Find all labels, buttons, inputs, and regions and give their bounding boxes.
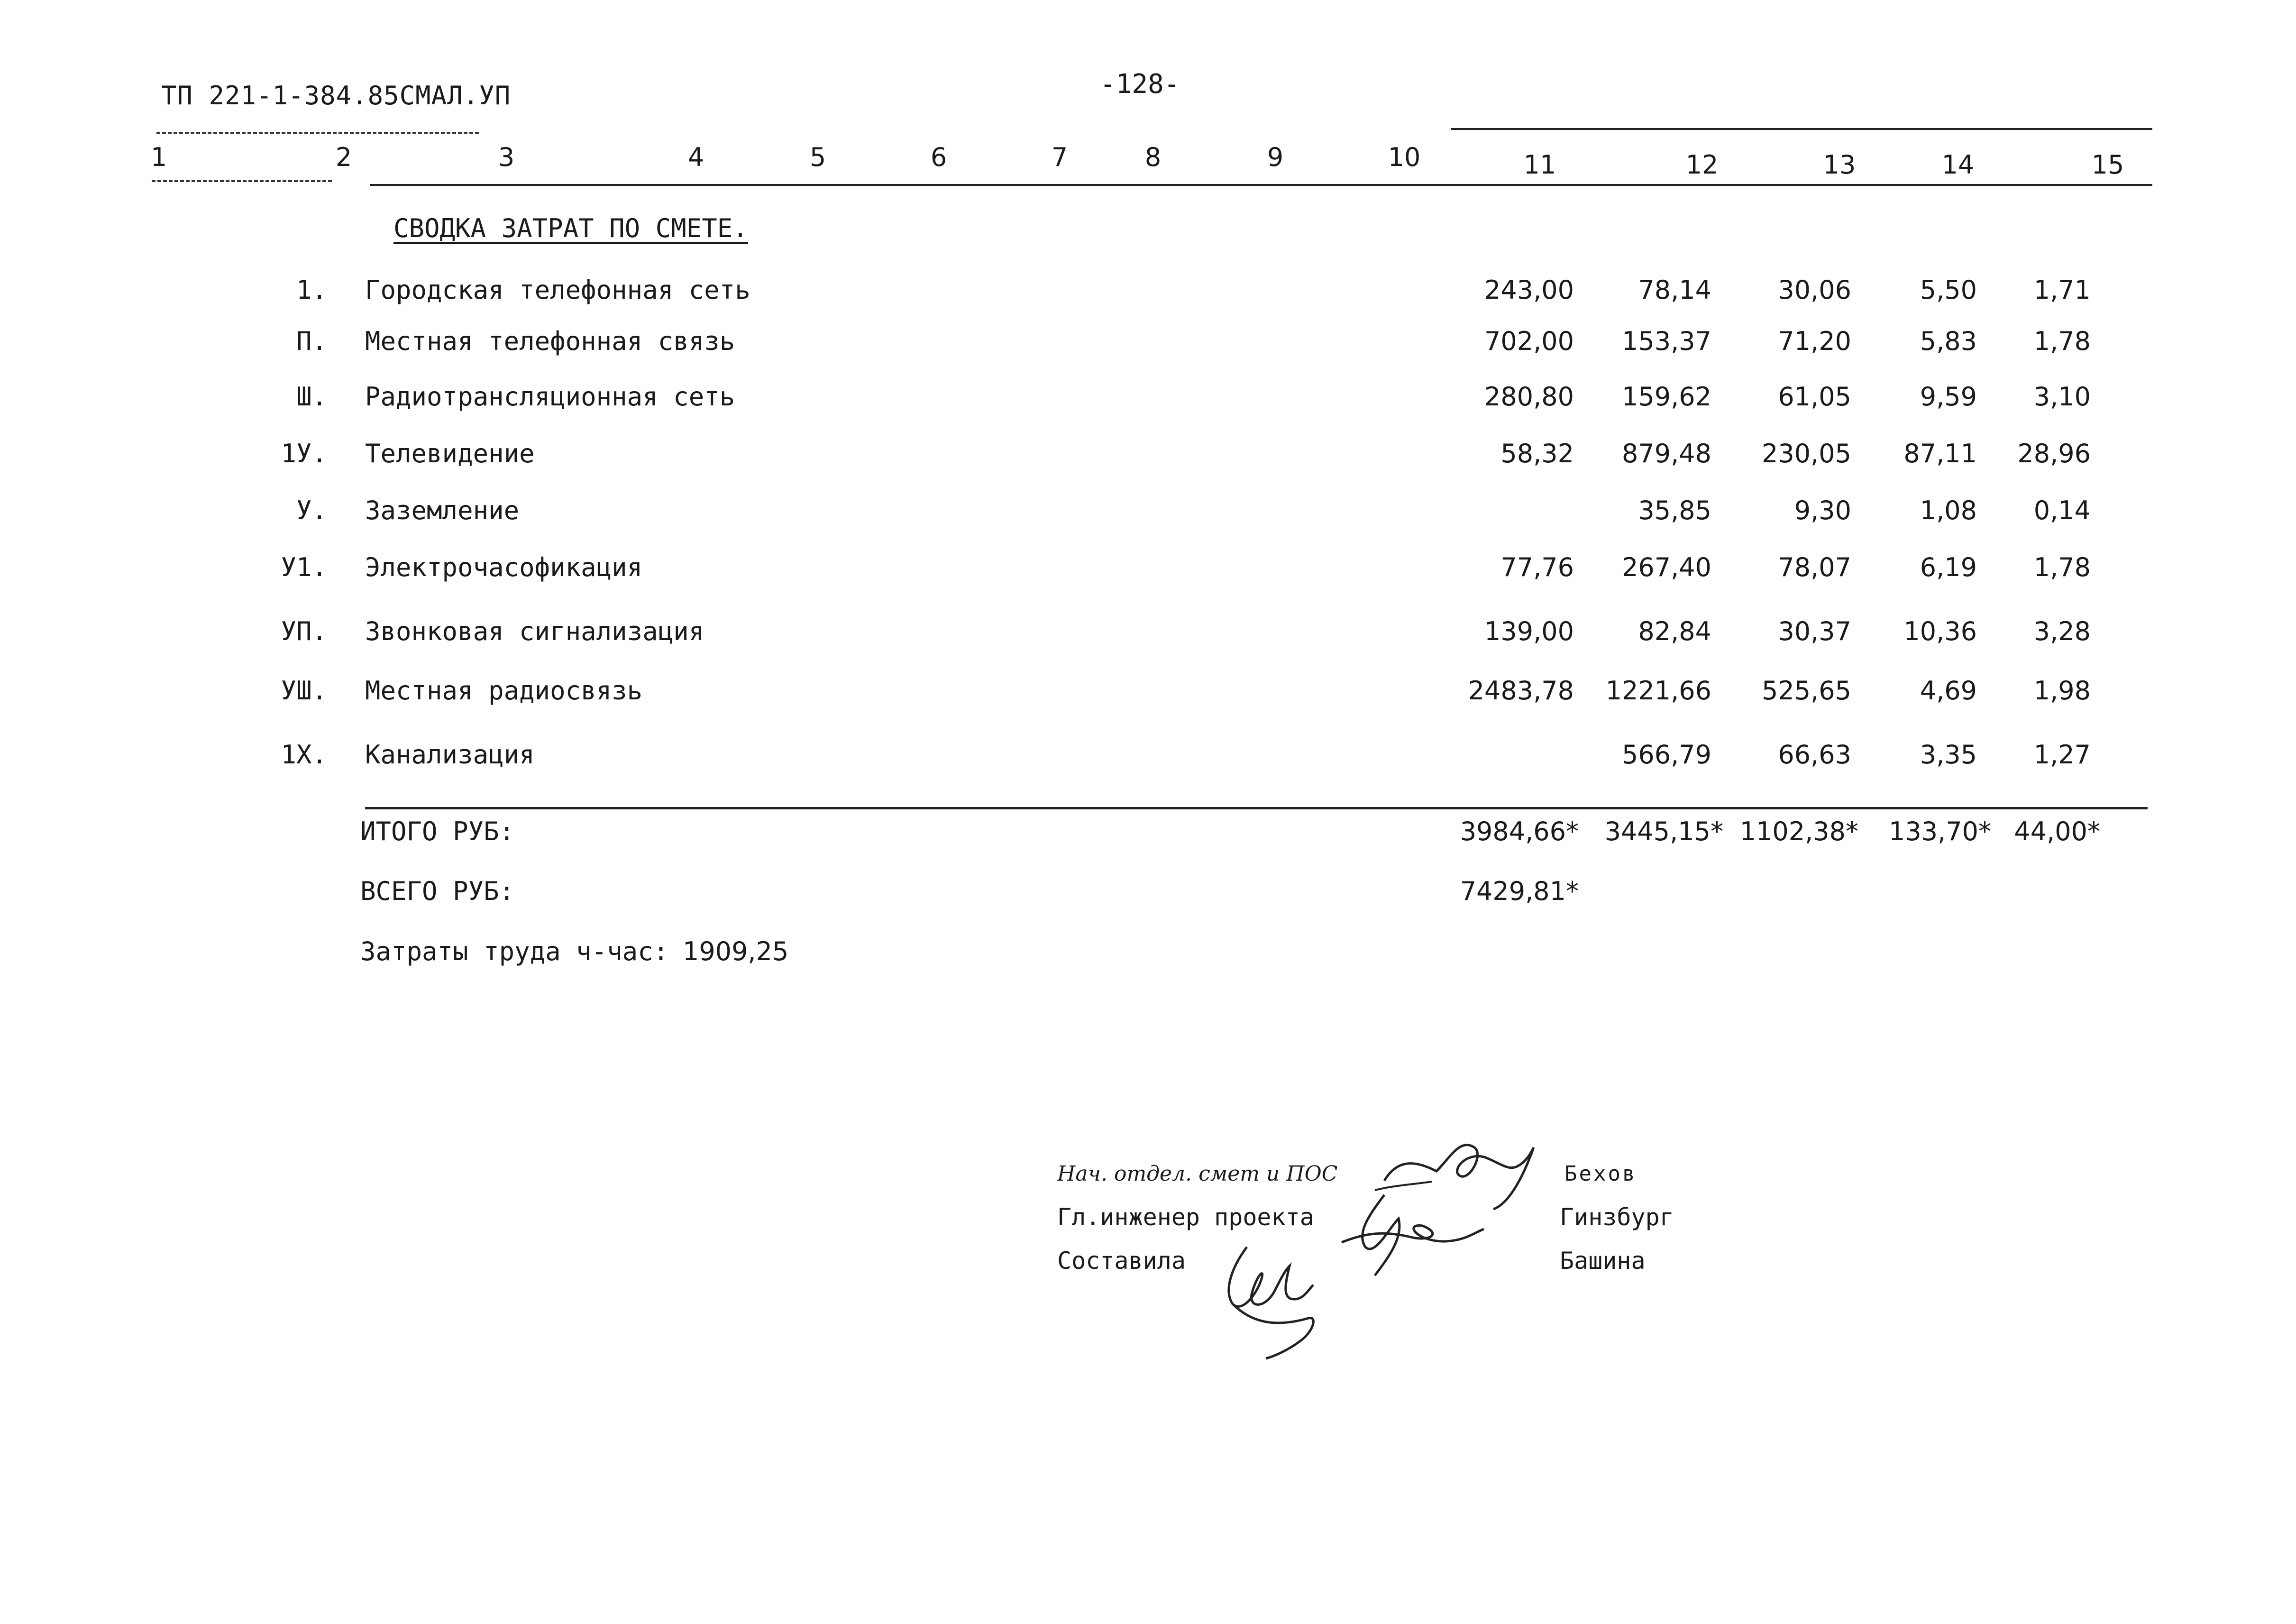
cell-col-13: 30,37 [1778, 616, 1851, 646]
row-name: Заземление [365, 495, 520, 525]
totals-rule [365, 807, 2148, 809]
column-number: 3 [498, 142, 515, 172]
cell-col-12: 267,40 [1622, 552, 1711, 582]
table-row [0, 382, 2296, 420]
row-number: Ш. [296, 382, 327, 412]
cell-col-11: 243,00 [1484, 275, 1574, 305]
signature-ginzburg [1327, 1185, 1527, 1280]
cell-col-14: 1,08 [1920, 495, 1977, 525]
signatory-role: Составила [1057, 1247, 1186, 1275]
cell-col-13: 61,05 [1778, 382, 1851, 412]
section-title: СВОДКА ЗАТРАТ ПО СМЕТЕ. [393, 213, 748, 243]
column-number: 8 [1144, 142, 1162, 172]
cell-col-11: 280,80 [1484, 382, 1574, 412]
cell-col-14: 9,59 [1920, 382, 1977, 412]
cell-col-12: 566,79 [1622, 740, 1711, 770]
labour-row [0, 936, 2296, 974]
cell-col-15: 28,96 [2017, 439, 2091, 468]
signatory-role: Гл.инженер проекта [1057, 1203, 1314, 1231]
cell-col-15: 0,14 [2033, 495, 2091, 525]
table-row [0, 552, 2296, 590]
cell-col-13: 66,63 [1778, 740, 1851, 770]
cell-col-13: 71,20 [1778, 326, 1851, 356]
column-number: 15 [2091, 150, 2124, 180]
itogo-label: ИТОГО РУБ: [360, 817, 515, 846]
column-number: 1 [150, 142, 167, 172]
row-name: Местная радиосвязь [365, 676, 643, 706]
labour-label: Затраты труда ч-час: [360, 936, 669, 966]
cell-col-11: 77,76 [1500, 552, 1574, 582]
column-number-header [0, 142, 2296, 180]
cell-col-12: 82,84 [1638, 616, 1711, 646]
signatory-role: Нач. отдел. смет и ПОС [1057, 1162, 1338, 1186]
cell-col-15: 1,78 [2033, 326, 2091, 356]
table-row [0, 326, 2296, 364]
cell-col-15: 1,27 [2033, 740, 2091, 770]
cell-col-13: 30,06 [1778, 275, 1851, 305]
itogo-col-13: 1102,38* [1739, 817, 1858, 846]
column-number: 10 [1388, 142, 1421, 172]
row-number: У. [296, 495, 327, 525]
column-number: 13 [1823, 150, 1856, 180]
cell-col-14: 6,19 [1920, 552, 1977, 582]
cell-col-12: 879,48 [1622, 439, 1711, 468]
cell-col-15: 1,71 [2033, 275, 2091, 305]
row-number: УП. [281, 616, 327, 646]
table-row [0, 495, 2296, 533]
totals-row [0, 817, 2296, 854]
cell-col-15: 3,28 [2033, 616, 2091, 646]
cell-col-11: 702,00 [1484, 326, 1574, 356]
cell-col-15: 1,78 [2033, 552, 2091, 582]
itogo-col-15: 44,00* [2014, 817, 2100, 846]
page-number: -128- [1100, 69, 1180, 100]
row-name: Звонковая сигнализация [365, 616, 704, 646]
cell-col-13: 9,30 [1794, 495, 1851, 525]
column-number: 12 [1685, 150, 1719, 180]
column-number: 4 [687, 142, 704, 172]
column-number: 2 [335, 142, 352, 172]
row-number: У1. [281, 552, 327, 582]
cell-col-14: 87,11 [1903, 439, 1977, 468]
vsego-label: ВСЕГО РУБ: [360, 876, 515, 906]
itogo-col-12: 3445,15* [1604, 817, 1723, 846]
row-number: 1. [296, 275, 327, 305]
column-number: 7 [1051, 142, 1068, 172]
header-dashed-rule-left [156, 132, 479, 134]
cell-col-12: 35,85 [1638, 495, 1711, 525]
document-code: ТП 221-1-384.85СМАЛ.УП [161, 81, 511, 110]
table-row [0, 275, 2296, 313]
cell-col-15: 1,98 [2033, 676, 2091, 706]
labour-value: 1909,25 [683, 936, 789, 966]
row-number: П. [296, 326, 327, 356]
signatory-name: Гинзбург [1560, 1203, 1674, 1231]
column-number: 14 [1941, 150, 1975, 180]
cell-col-11: 2483,78 [1468, 676, 1574, 706]
cell-col-14: 4,69 [1920, 676, 1977, 706]
cell-col-12: 1221,66 [1605, 676, 1711, 706]
itogo-col-11: 3984,66* [1460, 817, 1579, 846]
table-row [0, 676, 2296, 714]
cell-col-12: 78,14 [1638, 275, 1711, 305]
vsego-value: 7429,81* [1460, 876, 1579, 906]
row-name: Радиотрансляционная сеть [365, 382, 735, 412]
cell-col-15: 3,10 [2033, 382, 2091, 412]
header-rule-right [1451, 128, 2152, 130]
cell-col-14: 5,83 [1920, 326, 1977, 356]
row-name: Электрочасофикация [365, 552, 643, 582]
grand-total-row [0, 876, 2296, 914]
signature-bashina [1214, 1238, 1356, 1361]
cell-col-13: 230,05 [1762, 439, 1851, 468]
itogo-col-14: 133,70* [1889, 817, 1991, 846]
row-name: Телевидение [365, 439, 535, 468]
cell-col-12: 153,37 [1622, 326, 1711, 356]
row-number: 1У. [281, 439, 327, 468]
column-number: 6 [930, 142, 947, 172]
cell-col-13: 525,65 [1762, 676, 1851, 706]
column-number: 5 [809, 142, 826, 172]
cell-col-11: 58,32 [1500, 439, 1574, 468]
table-row [0, 740, 2296, 778]
cell-col-12: 159,62 [1622, 382, 1711, 412]
signatory-name: Бехов [1564, 1162, 1637, 1186]
column-numbers-rule-left [152, 180, 332, 182]
table-row [0, 439, 2296, 477]
cell-col-11: 139,00 [1484, 616, 1574, 646]
row-name: Канализация [365, 740, 535, 770]
row-number: 1Х. [281, 740, 327, 770]
signatory-name: Башина [1560, 1247, 1646, 1275]
cell-col-13: 78,07 [1778, 552, 1851, 582]
row-name: Городская телефонная сеть [365, 275, 750, 305]
column-number: 9 [1267, 142, 1284, 172]
cell-col-14: 5,50 [1920, 275, 1977, 305]
row-name: Местная телефонная связь [365, 326, 735, 356]
cell-col-14: 10,36 [1903, 616, 1977, 646]
cell-col-14: 3,35 [1920, 740, 1977, 770]
column-numbers-rule [370, 184, 2152, 186]
column-number: 11 [1523, 150, 1556, 180]
table-row [0, 616, 2296, 654]
row-number: УШ. [281, 676, 327, 706]
